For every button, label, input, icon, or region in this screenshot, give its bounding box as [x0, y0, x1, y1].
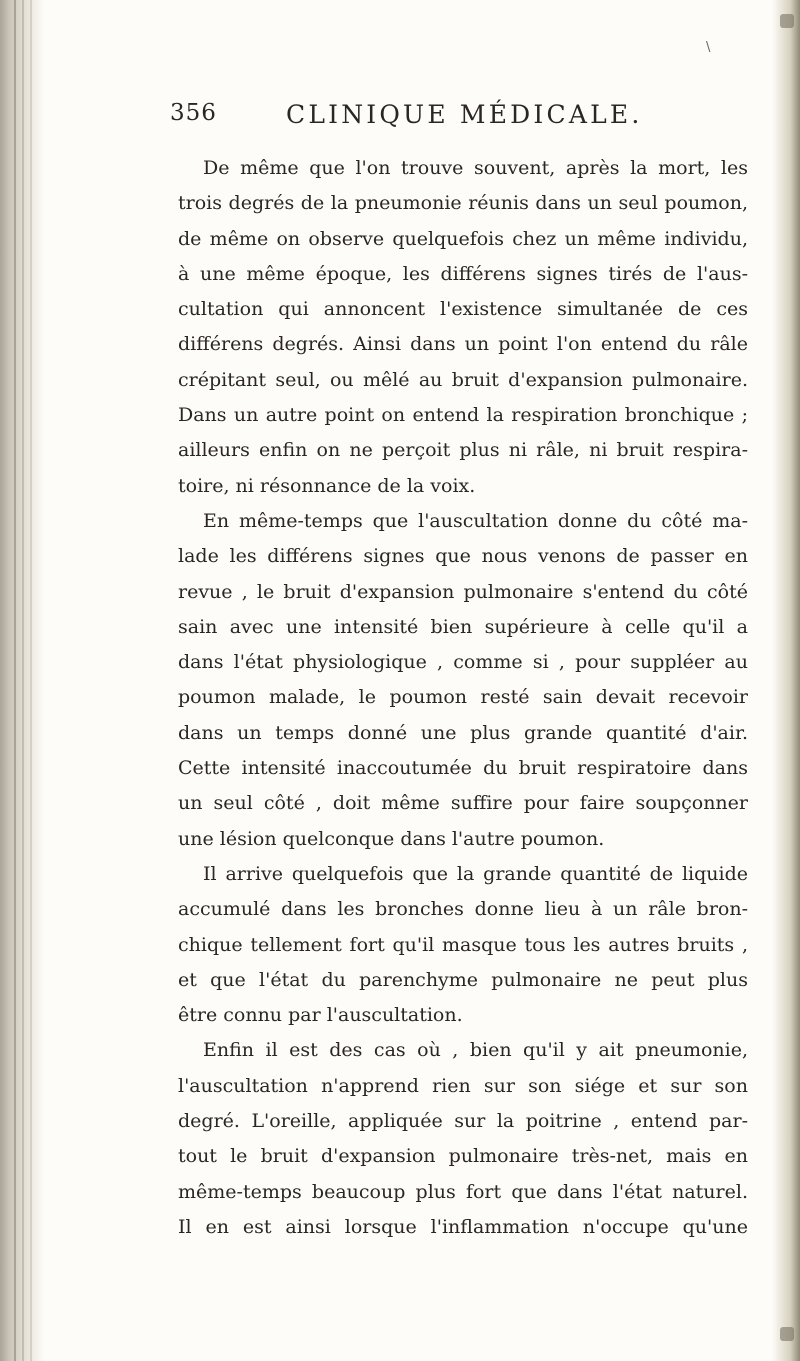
running-head	[170, 100, 730, 140]
page-edge-shadow	[772, 0, 800, 1361]
text-line: Il en est ainsi lorsque l'inflammation n'occupe qu'une	[178, 1215, 748, 1238]
text-line: Cette intensité inaccoutumée du bruit respiratoire dans	[178, 757, 748, 780]
text-line: Enfin il est des cas où , bien qu'il y ait pneumonie,	[203, 1039, 748, 1062]
text-line: chique tellement fort qu'il masque tous les autres bruits ,	[178, 933, 748, 956]
binding-line	[30, 0, 32, 1361]
text-line: différens degrés. Ainsi dans un point l'on entend du râle	[178, 333, 748, 356]
text-line: une lésion quelconque dans l'autre poumon.	[178, 827, 605, 850]
page-corner-mark	[780, 1327, 794, 1341]
text-line: de même on observe quelquefois chez un même individu,	[178, 227, 748, 250]
text-line: l'auscultation n'apprend rien sur son siége et sur son	[178, 1074, 748, 1097]
text-line: Il arrive quelquefois que la grande quantité de liquide	[203, 862, 748, 885]
text-line: sain avec une intensité bien supérieure à celle qu'il a	[178, 615, 748, 638]
text-line: accumulé dans les bronches donne lieu à un râle bron-	[178, 898, 748, 921]
text-line: être connu par l'auscultation.	[178, 1004, 463, 1027]
page-number: 356	[170, 100, 217, 126]
text-line: En même-temps que l'auscultation donne du côté ma-	[203, 509, 748, 532]
body-text	[178, 151, 748, 1245]
text-line: lade les différens signes que nous venons de passer en	[178, 545, 748, 568]
binding-line	[14, 0, 16, 1361]
text-line: degré. L'oreille, appliquée sur la poitrine , entend par-	[178, 1110, 748, 1133]
text-line: cultation qui annoncent l'existence simultanée de ces	[178, 298, 748, 321]
text-line: poumon malade, le poumon resté sain devait recevoir	[178, 686, 748, 709]
running-head-title: CLINIQUE MÉDICALE.	[286, 100, 643, 129]
text-line: trois degrés de la pneumonie réunis dans un seul poumon,	[178, 192, 748, 215]
text-line: dans l'état physiologique , comme si , pour suppléer au	[178, 651, 748, 674]
page-corner-mark	[780, 14, 794, 28]
binding-line	[22, 0, 24, 1361]
text-line: dans un temps donné une plus grande quantité d'air.	[178, 721, 748, 744]
text-line: toire, ni résonnance de la voix.	[178, 474, 476, 497]
text-line: à une même époque, les différens signes tirés de l'aus-	[178, 262, 748, 285]
text-line: ailleurs enfin on ne perçoit plus ni râle, ni bruit respira-	[178, 439, 748, 462]
text-line: crépitant seul, ou mêlé au bruit d'expansion pulmonaire.	[178, 368, 748, 391]
text-line: même-temps beaucoup plus fort que dans l'état naturel.	[178, 1180, 748, 1203]
text-line: De même que l'on trouve souvent, après la mort, les	[203, 157, 748, 179]
text-line: Dans un autre point on entend la respiration bronchique ;	[178, 404, 748, 427]
text-line: tout le bruit d'expansion pulmonaire très-net, mais en	[178, 1145, 748, 1168]
text-line: et que l'état du parenchyme pulmonaire ne peut plus	[178, 968, 748, 991]
text-line: revue , le bruit d'expansion pulmonaire s'entend du côté	[178, 580, 748, 603]
text-line: un seul côté , doit même suffire pour faire soupçonner	[178, 792, 748, 815]
stray-mark: \	[706, 40, 711, 55]
